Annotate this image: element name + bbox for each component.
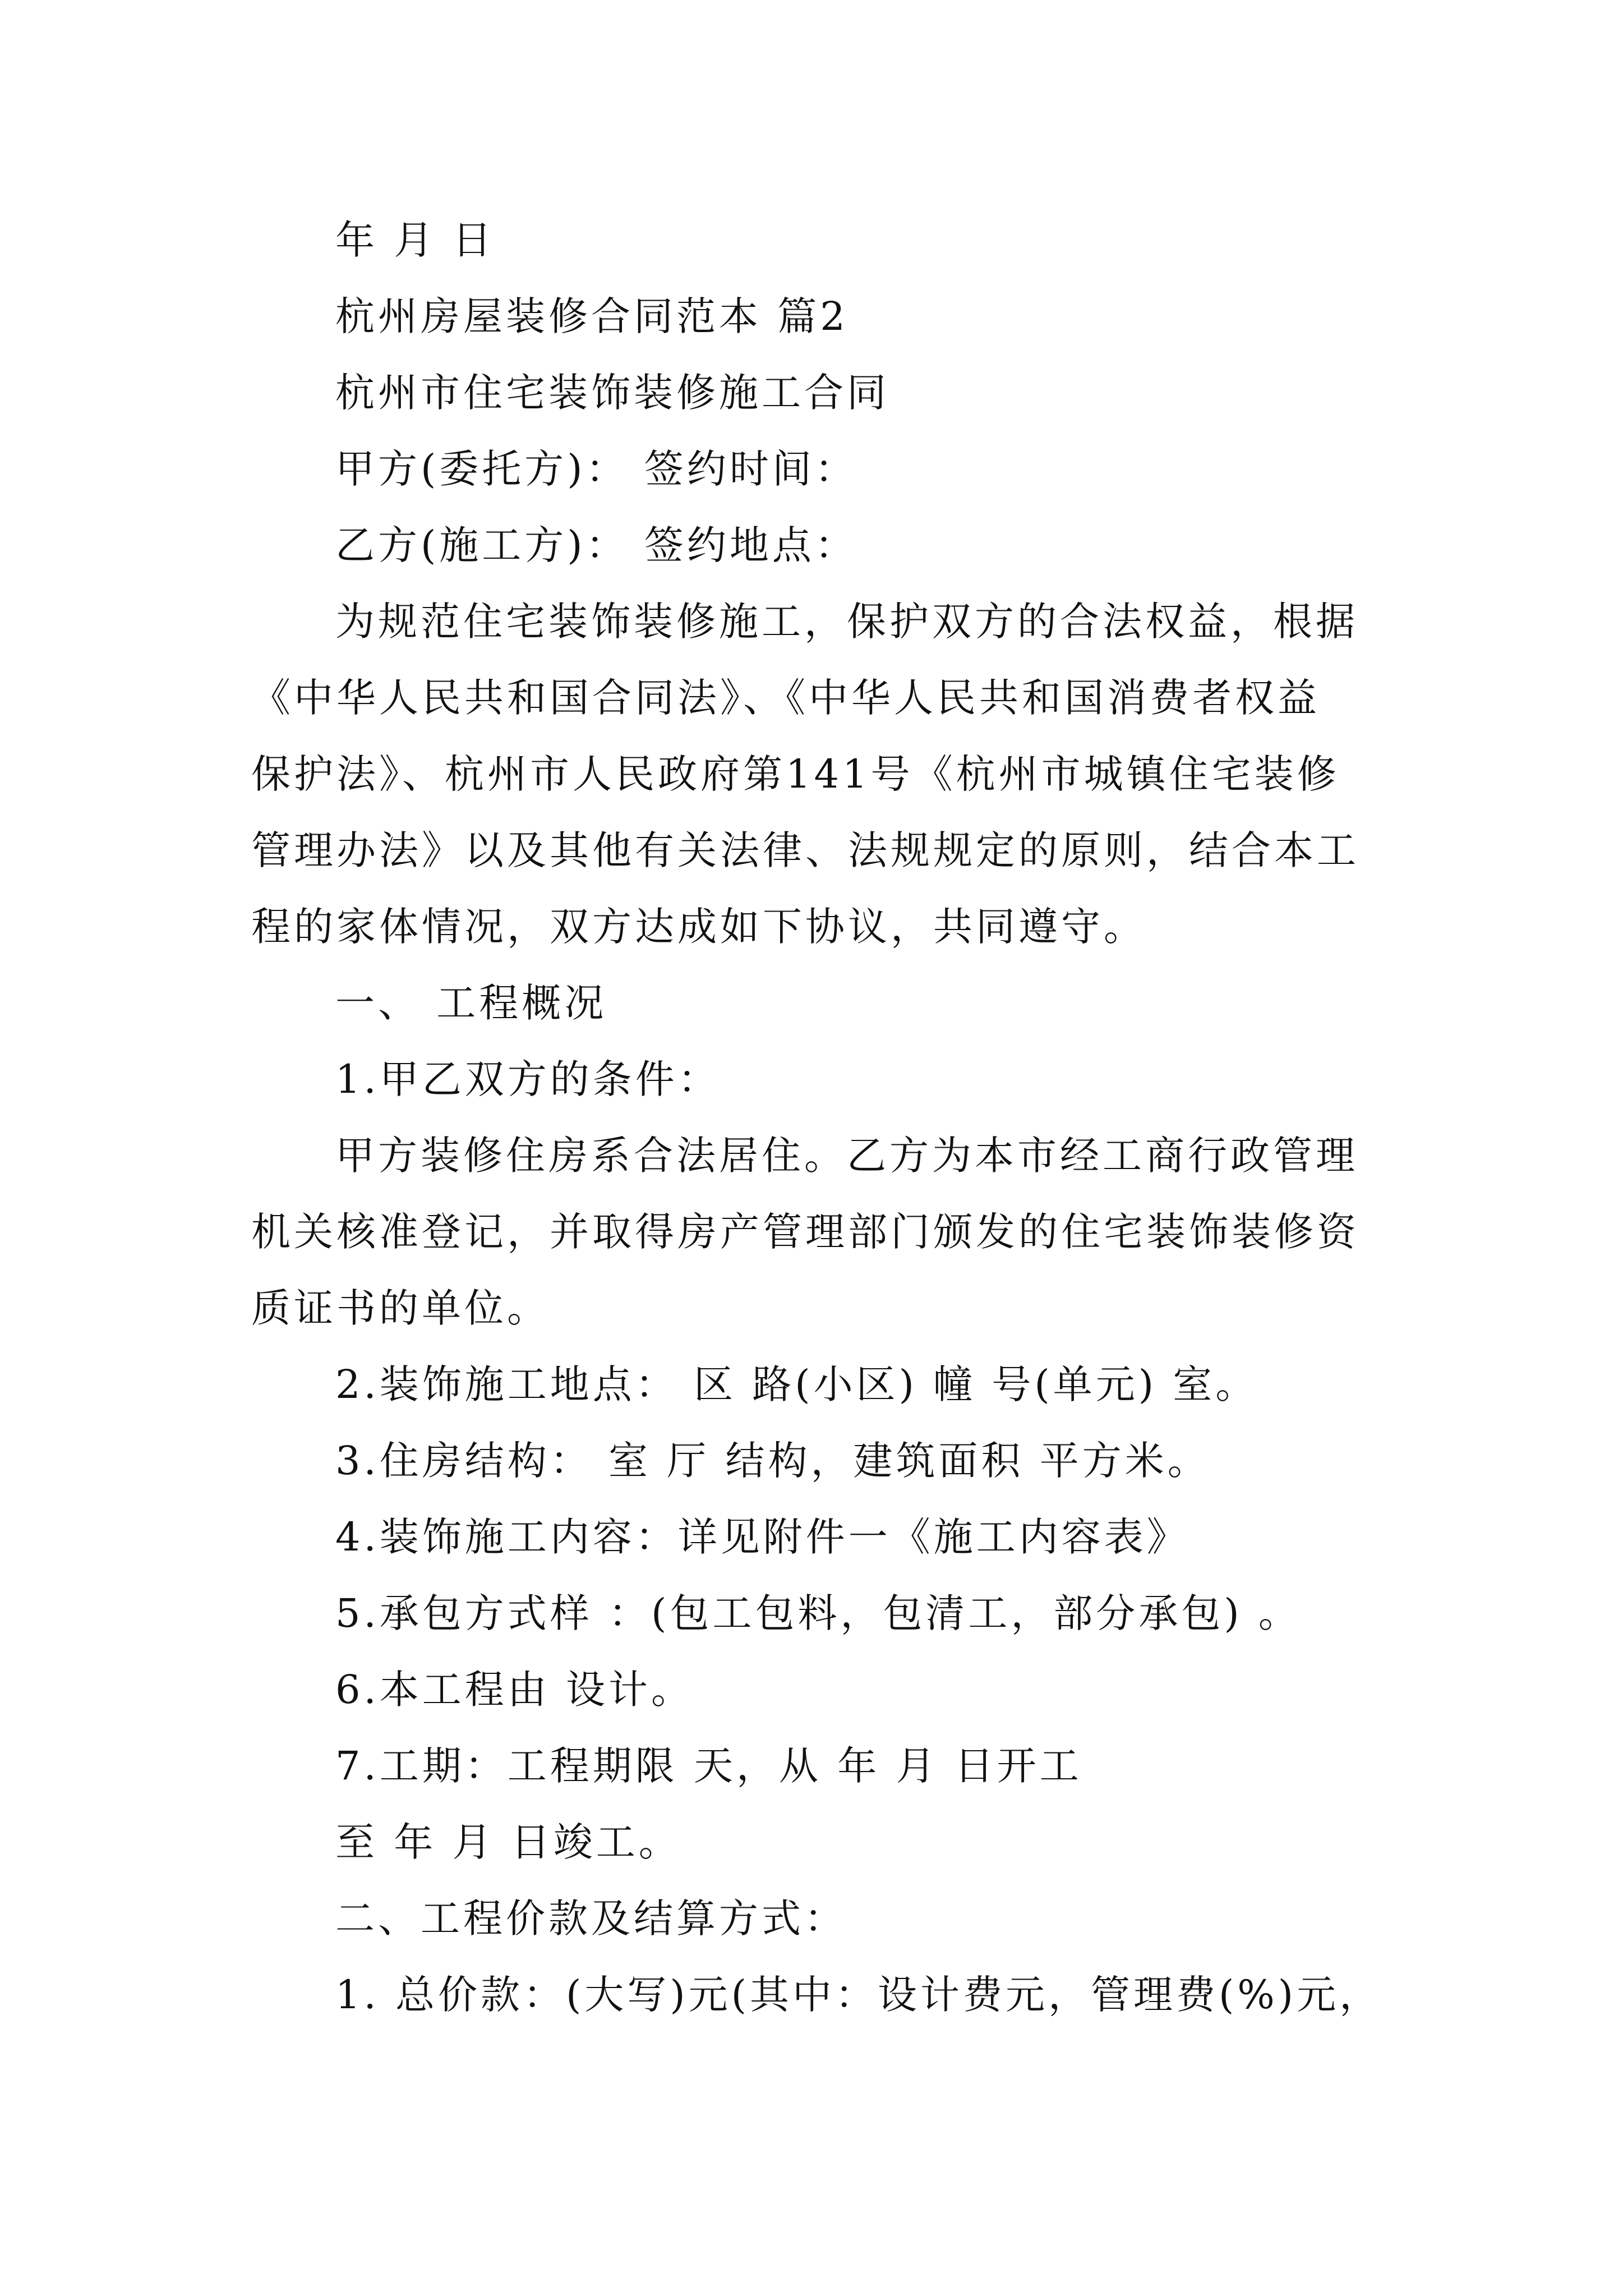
paragraph-line: 程的家体情况，双方达成如下协议，共同遵守。 (251, 904, 1146, 950)
clause-line: 6.本工程由 设计。 (335, 1667, 694, 1713)
paragraph-line: 管理办法》以及其他有关法律、法规规定的原则，结合本工 (251, 827, 1359, 873)
paragraph-line: 甲方装修住房系合法居住。乙方为本市经工商行政管理 (335, 1133, 1358, 1179)
party-a-line: 甲方(委托方)： 签约时间： (335, 446, 857, 492)
party-b-line: 乙方(施工方)： 签约地点： (335, 522, 857, 568)
clause-line: 1.甲乙双方的条件： (335, 1056, 721, 1102)
paragraph-line: 为规范住宅装饰装修施工，保护双方的合法权益，根据 (335, 599, 1358, 645)
section-heading: 二、工程价款及结算方式： (335, 1895, 847, 1941)
contract-title: 杭州市住宅装饰装修施工合同 (335, 370, 889, 416)
paragraph-line: 质证书的单位。 (251, 1285, 550, 1331)
clause-line: 1. 总价款：(大写)元(其中：设计费元，管理费(%)元， (335, 1972, 1382, 2018)
clause-line: 3.住房结构： 室 厅 结构，建筑面积 平方米。 (335, 1438, 1210, 1484)
paragraph-line: 保护法》、杭州市人民政府第141号《杭州市城镇住宅装修 (251, 751, 1340, 797)
clause-line: 5.承包方式样 ：(包工包料，包清工，部分承包) 。 (335, 1590, 1301, 1636)
date-line: 年 月 日 (335, 217, 495, 263)
clause-line: 至 年 月 日竣工。 (335, 1819, 681, 1865)
clause-line: 2.装饰施工地点： 区 路(小区) 幢 号(单元) 室。 (335, 1361, 1258, 1407)
paragraph-line: 《中华人民共和国合同法》、《中华人民共和国消费者权益 (251, 675, 1320, 721)
clause-line: 7.工期：工程期限 天，从 年 月 日开工 (335, 1743, 1082, 1789)
section-heading: 杭州房屋装修合同范本 篇2 (335, 293, 849, 339)
section-heading: 一、 工程概况 (335, 980, 607, 1026)
paragraph-line: 机关核准登记，并取得房产管理部门颁发的住宅装饰装修资 (251, 1209, 1359, 1255)
clause-line: 4.装饰施工内容：详见附件一《施工内容表》 (335, 1514, 1189, 1560)
